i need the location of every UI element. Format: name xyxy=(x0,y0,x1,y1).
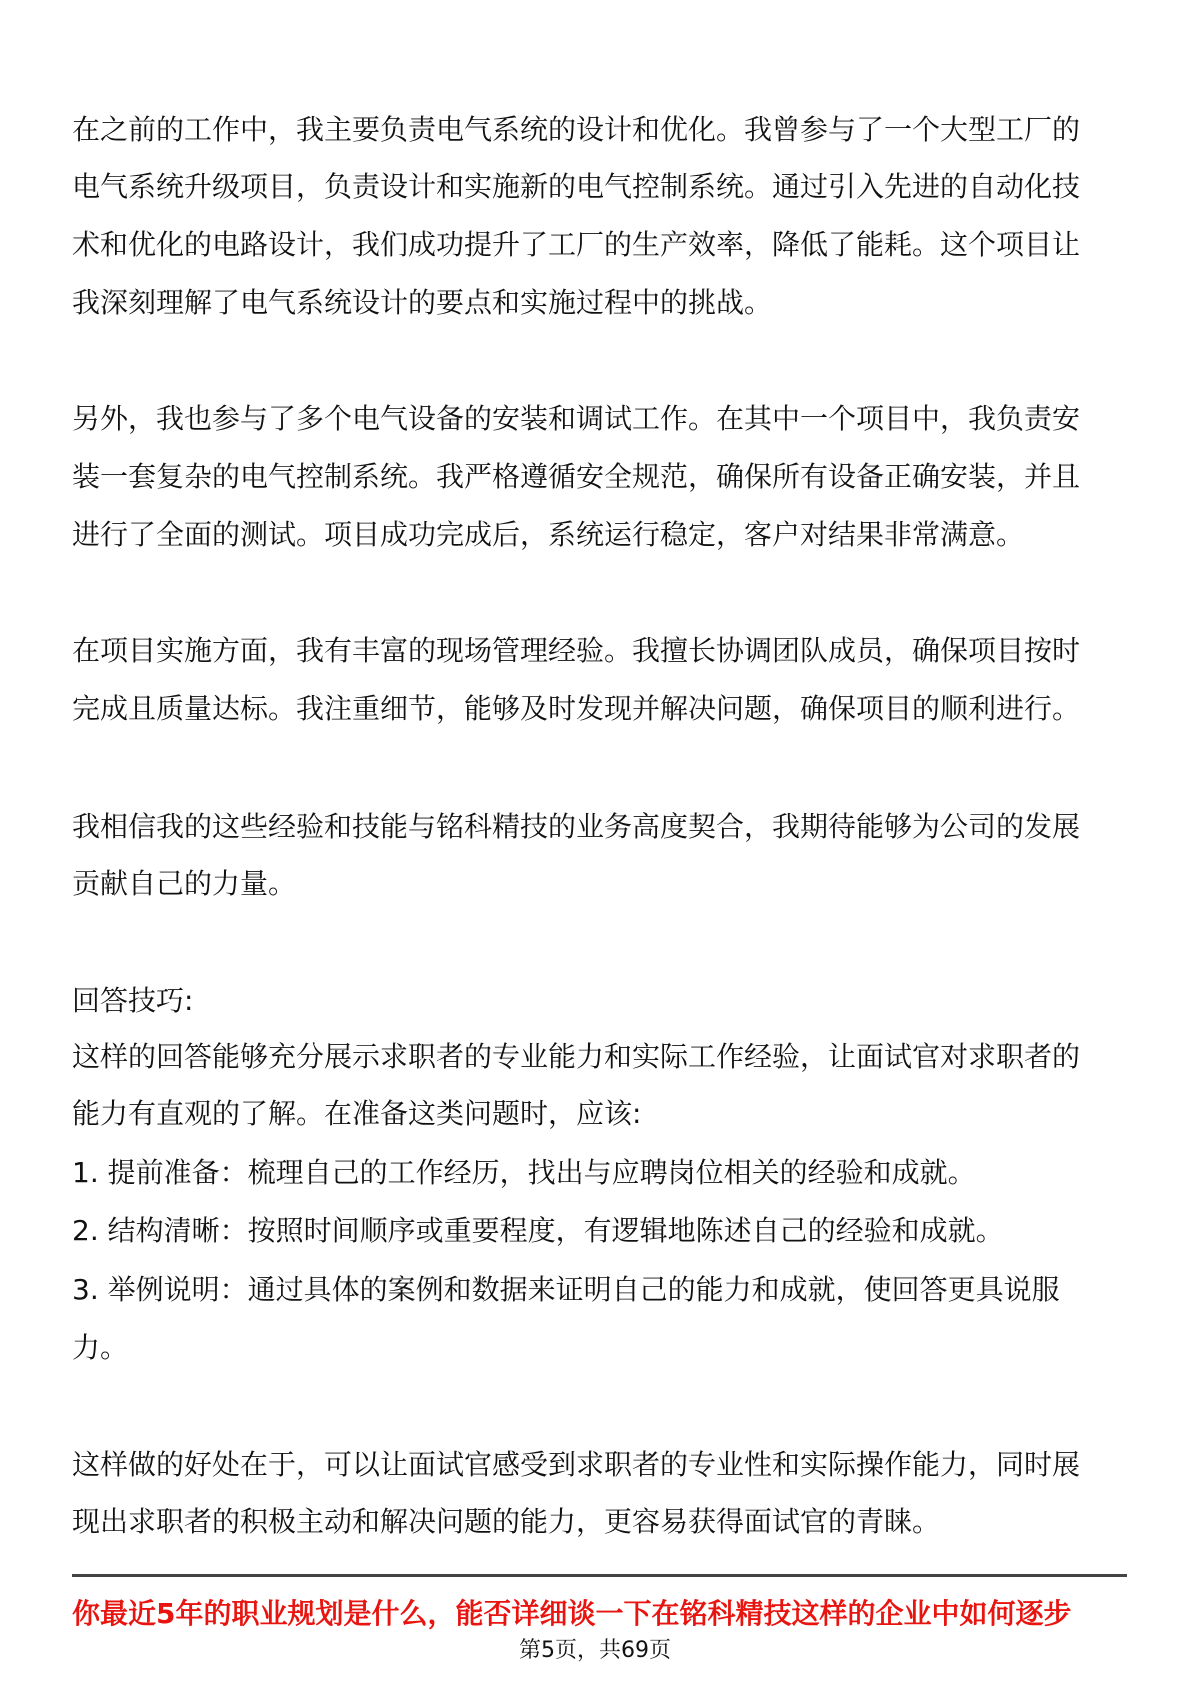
list-item: 3. 举例说明：通过具体的案例和数据来证明自己的能力和成就，使回答更具说服 xyxy=(72,1273,1060,1306)
text-line: 完成且质量达标。我注重细节，能够及时发现并解决问题，确保项目的顺利进行。 xyxy=(72,692,1081,725)
page-number: 第5页，共69页 xyxy=(519,1638,671,1663)
text-line: 另外，我也参与了多个电气设备的安装和调试工作。在其中一个项目中，我负责安 xyxy=(72,402,1081,435)
text-line: 贡献自己的力量。 xyxy=(72,867,297,900)
text-line: 电气系统升级项目，负责设计和实施新的电气控制系统。通过引入先进的自动化技 xyxy=(72,170,1081,203)
text-line: 我深刻理解了电气系统设计的要点和实施过程中的挑战。 xyxy=(72,286,773,319)
text-line: 能力有直观的了解。在准备这类问题时，应该: xyxy=(72,1097,642,1130)
divider xyxy=(72,1574,1127,1577)
text-line: 在之前的工作中，我主要负责电气系统的设计和优化。我曾参与了一个大型工厂的 xyxy=(72,113,1081,146)
text-line: 术和优化的电路设计，我们成功提升了工厂的生产效率，降低了能耗。这个项目让 xyxy=(72,228,1081,261)
text-line: 装一套复杂的电气控制系统。我严格遵循安全规范，确保所有设备正确安装，并且 xyxy=(72,460,1081,493)
section-heading: 回答技巧: xyxy=(72,984,194,1017)
text-line: 这样的回答能够充分展示求职者的专业能力和实际工作经验，让面试官对求职者的 xyxy=(72,1040,1081,1073)
list-item: 2. 结构清晰：按照时间顺序或重要程度，有逻辑地陈述自己的经验和成就。 xyxy=(72,1214,1004,1247)
text-line: 现出求职者的积极主动和解决问题的能力，更容易获得面试官的青睐。 xyxy=(72,1505,941,1538)
list-item: 1. 提前准备：梳理自己的工作经历，找出与应聘岗位相关的经验和成就。 xyxy=(72,1156,976,1189)
text-line: 在项目实施方面，我有丰富的现场管理经验。我擅长协调团队成员，确保项目按时 xyxy=(72,634,1081,667)
next-question-heading: 你最近5年的职业规划是什么，能否详细谈一下在铭科精技这样的企业中如何逐步 xyxy=(72,1597,1072,1630)
text-line: 进行了全面的测试。项目成功完成后，系统运行稳定，客户对结果非常满意。 xyxy=(72,518,1025,551)
text-line: 我相信我的这些经验和技能与铭科精技的业务高度契合，我期待能够为公司的发展 xyxy=(72,810,1081,843)
list-item: 力。 xyxy=(72,1331,129,1364)
text-line: 这样做的好处在于，可以让面试官感受到求职者的专业性和实际操作能力，同时展 xyxy=(72,1448,1081,1481)
